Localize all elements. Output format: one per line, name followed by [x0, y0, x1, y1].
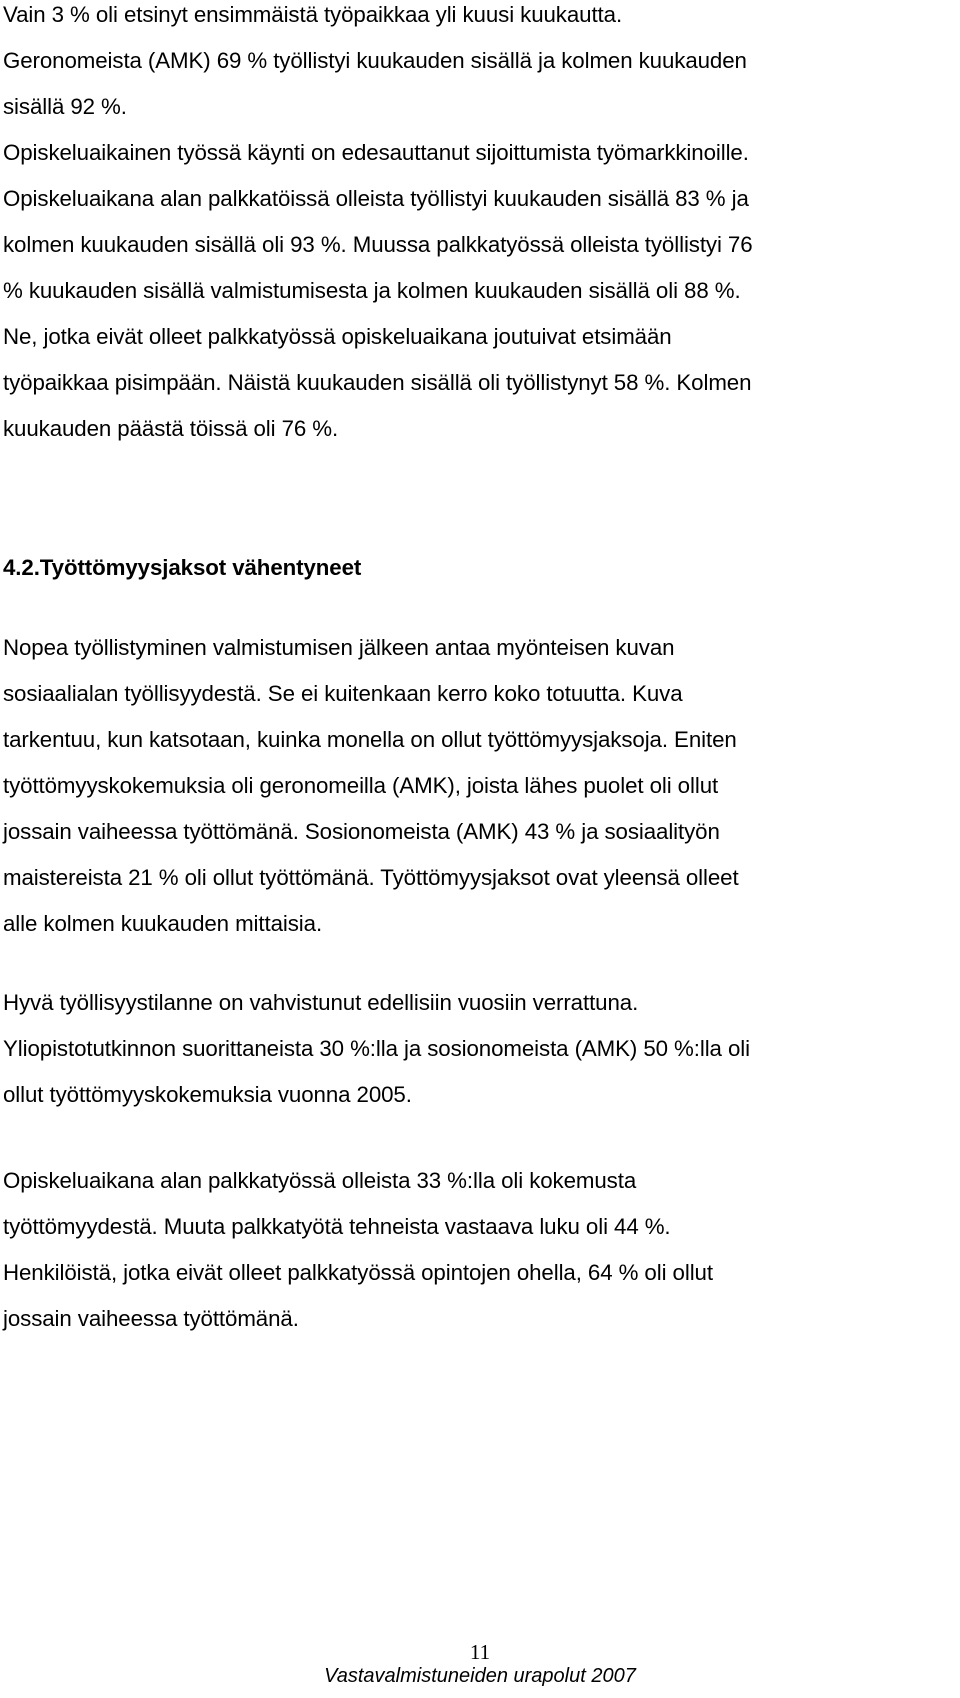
text-line: kuukauden päästä töissä oli 76 %. [3, 416, 339, 441]
section-heading: 4.2.Työttömyysjaksot vähentyneet [3, 555, 362, 580]
text-line: ollut työttömyyskokemuksia vuonna 2005. [3, 1082, 412, 1107]
section-paragraph-1 [3, 625, 953, 947]
text-line: Hyvä työllisyystilanne on vahvistunut edellisiin vuosiin verrattuna. [3, 990, 639, 1015]
text-line: Vain 3 % oli etsinyt ensimmäistä työpaikkaa yli kuusi kuukautta. [3, 2, 623, 27]
text-line: kolmen kuukauden sisällä oli 93 %. Muussa palkkatyössä olleista työllistyi 76 [3, 232, 753, 257]
text-line: Ne, jotka eivät olleet palkkatyössä opiskeluaikana joutuivat etsimään [3, 324, 672, 349]
text-line: jossain vaiheessa työttömänä. Sosionomeista (AMK) 43 % ja sosiaalityön [3, 819, 720, 844]
text-line: sosiaalialan työllisyydestä. Se ei kuitenkaan kerro koko totuutta. Kuva [3, 681, 683, 706]
text-line: maistereista 21 % oli ollut työttömänä. Työttömyysjaksot ovat yleensä olleet [3, 865, 739, 890]
text-line: Opiskeluaikana alan palkkatyössä olleista 33 %:lla oli kokemusta [3, 1168, 637, 1193]
text-line: Nopea työllistyminen valmistumisen jälkeen antaa myönteisen kuvan [3, 635, 675, 660]
text-line: sisällä 92 %. [3, 94, 127, 119]
section-paragraph-3 [3, 1158, 953, 1342]
text-line: työttömyyskokemuksia oli geronomeilla (AMK), joista lähes puolet oli ollut [3, 773, 719, 798]
section-heading-block [3, 545, 953, 591]
text-line: jossain vaiheessa työttömänä. [3, 1306, 299, 1331]
text-line: Henkilöistä, jotka eivät olleet palkkatyössä opintojen ohella, 64 % oli ollut [3, 1260, 713, 1285]
text-line: alle kolmen kuukauden mittaisia. [3, 911, 323, 936]
text-line: % kuukauden sisällä valmistumisesta ja kolmen kuukauden sisällä oli 88 %. [3, 278, 741, 303]
text-line: työpaikkaa pisimpään. Näistä kuukauden sisällä oli työllistynyt 58 %. Kolmen [3, 370, 752, 395]
text-line: Yliopistotutkinnon suorittaneista 30 %:lla ja sosionomeista (AMK) 50 %:lla oli [3, 1036, 750, 1061]
text-line: Opiskeluaikana alan palkkatöissä olleista työllistyi kuukauden sisällä 83 % ja [3, 186, 749, 211]
page-number: 11 [469, 1640, 491, 1664]
text-line: Geronomeista (AMK) 69 % työllistyi kuukauden sisällä ja kolmen kuukauden [3, 48, 747, 73]
text-line: työttömyydestä. Muuta palkkatyötä tehneista vastaava luku oli 44 %. [3, 1214, 671, 1239]
page-footer [0, 1640, 960, 1688]
footer-title: Vastavalmistuneiden urapolut 2007 [324, 1665, 636, 1687]
paragraph-1 [3, 0, 953, 130]
paragraph-2 [3, 130, 953, 452]
text-line: tarkentuu, kun katsotaan, kuinka monella on ollut työttömyysjaksoja. Eniten [3, 727, 737, 752]
section-paragraph-2 [3, 980, 953, 1118]
text-line: Opiskeluaikainen työssä käynti on edesauttanut sijoittumista työmarkkinoille. [3, 140, 749, 165]
